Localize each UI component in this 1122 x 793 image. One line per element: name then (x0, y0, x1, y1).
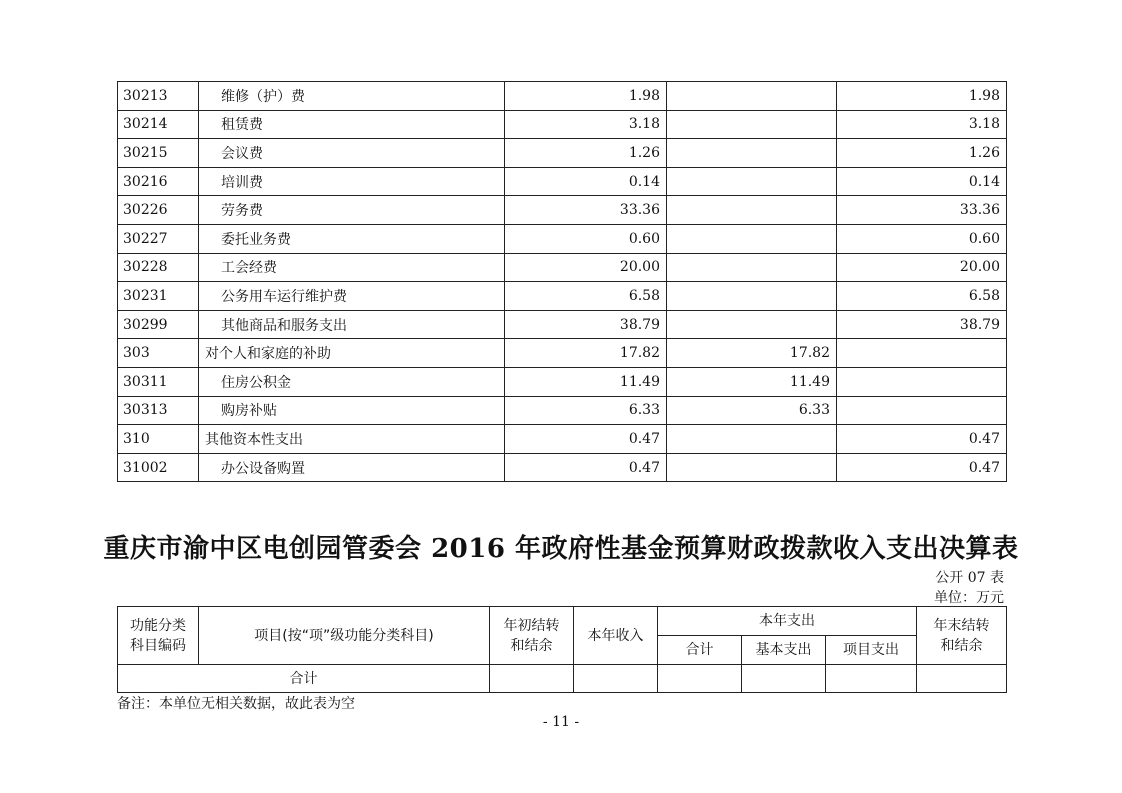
name-cell: 委托业务费 (199, 224, 505, 253)
code-cell: 30231 (118, 282, 199, 311)
total-begin (490, 665, 574, 693)
name-cell: 租赁费 (199, 110, 505, 139)
table-row (118, 339, 1007, 368)
table-row (118, 282, 1007, 311)
header-income: 本年收入 (574, 607, 658, 665)
table-row (118, 453, 1007, 482)
project-cell: 6.58 (837, 282, 1007, 311)
table-row (118, 82, 1007, 111)
project-cell: 1.98 (837, 82, 1007, 111)
total-exp-basic (742, 665, 826, 693)
expense-detail-table (117, 81, 1007, 482)
header-row-1 (118, 607, 1007, 636)
name-cell: 其他商品和服务支出 (199, 310, 505, 339)
header-exp-project: 项目支出 (826, 636, 917, 665)
name-cell: 维修（护）费 (199, 82, 505, 111)
project-cell: 38.79 (837, 310, 1007, 339)
total-row (118, 665, 1007, 693)
code-cell: 30215 (118, 139, 199, 168)
header-func-code-line1: 功能分类 (130, 617, 186, 634)
project-cell: 0.47 (837, 453, 1007, 482)
total-cell: 3.18 (505, 110, 667, 139)
header-item: 项目(按“项”级功能分类科目) (199, 607, 490, 665)
footnote: 备注：本单位无相关数据，故此表为空 (117, 696, 355, 712)
total-label: 合计 (118, 665, 490, 693)
code-cell: 30313 (118, 396, 199, 425)
code-cell: 30214 (118, 110, 199, 139)
code-cell: 30216 (118, 167, 199, 196)
table-row (118, 367, 1007, 396)
project-cell: 0.14 (837, 167, 1007, 196)
header-begin-line2: 和结余 (510, 637, 553, 654)
total-cell: 11.49 (505, 367, 667, 396)
total-cell: 17.82 (505, 339, 667, 368)
table-code: 公开 07 表 (935, 570, 1004, 586)
total-exp-project (826, 665, 917, 693)
project-cell: 0.60 (837, 224, 1007, 253)
name-cell: 会议费 (199, 139, 505, 168)
total-cell: 6.33 (505, 396, 667, 425)
header-end-line2: 和结余 (940, 637, 983, 654)
name-cell: 工会经费 (199, 253, 505, 282)
unit-label: 单位：万元 (934, 590, 1004, 606)
header-expense: 本年支出 (658, 607, 917, 636)
table-row (118, 253, 1007, 282)
basic-cell (667, 425, 837, 454)
code-cell: 30227 (118, 224, 199, 253)
page-number: - 11 - (542, 714, 580, 730)
code-cell: 310 (118, 425, 199, 454)
basic-cell (667, 253, 837, 282)
basic-cell (667, 82, 837, 111)
table-row (118, 425, 1007, 454)
project-cell: 0.47 (837, 425, 1007, 454)
basic-cell (667, 453, 837, 482)
basic-cell (667, 196, 837, 225)
name-cell: 办公设备购置 (199, 453, 505, 482)
project-cell: 1.26 (837, 139, 1007, 168)
header-func-code-line2: 科目编码 (130, 637, 186, 654)
name-cell: 对个人和家庭的补助 (199, 339, 505, 368)
project-cell (837, 339, 1007, 368)
basic-cell (667, 224, 837, 253)
total-cell: 1.26 (505, 139, 667, 168)
project-cell: 33.36 (837, 196, 1007, 225)
basic-cell (667, 282, 837, 311)
header-end-line1: 年末结转 (933, 617, 990, 634)
header-begin-line1: 年初结转 (503, 617, 560, 634)
basic-cell (667, 167, 837, 196)
header-begin-balance (490, 607, 574, 665)
name-cell: 其他资本性支出 (199, 425, 505, 454)
basic-cell: 6.33 (667, 396, 837, 425)
code-cell: 31002 (118, 453, 199, 482)
basic-cell: 17.82 (667, 339, 837, 368)
table-row (118, 196, 1007, 225)
project-cell: 3.18 (837, 110, 1007, 139)
header-exp-basic: 基本支出 (742, 636, 826, 665)
project-cell: 20.00 (837, 253, 1007, 282)
basic-cell (667, 310, 837, 339)
code-cell: 30226 (118, 196, 199, 225)
header-exp-total: 合计 (658, 636, 742, 665)
total-cell: 0.60 (505, 224, 667, 253)
table-row (118, 396, 1007, 425)
total-cell: 33.36 (505, 196, 667, 225)
fund-budget-table (117, 606, 1007, 693)
code-cell: 30228 (118, 253, 199, 282)
project-cell (837, 367, 1007, 396)
code-cell: 30299 (118, 310, 199, 339)
code-cell: 30311 (118, 367, 199, 396)
total-cell: 6.58 (505, 282, 667, 311)
basic-cell (667, 110, 837, 139)
total-cell: 0.47 (505, 453, 667, 482)
total-cell: 38.79 (505, 310, 667, 339)
name-cell: 培训费 (199, 167, 505, 196)
code-cell: 303 (118, 339, 199, 368)
total-exp-total (658, 665, 742, 693)
header-func-code (118, 607, 199, 665)
code-cell: 30213 (118, 82, 199, 111)
basic-cell: 11.49 (667, 367, 837, 396)
header-end-balance (917, 607, 1007, 665)
total-cell: 20.00 (505, 253, 667, 282)
table-row (118, 310, 1007, 339)
name-cell: 公务用车运行维护费 (199, 282, 505, 311)
table-row (118, 167, 1007, 196)
table-row (118, 139, 1007, 168)
name-cell: 住房公积金 (199, 367, 505, 396)
name-cell: 购房补贴 (199, 396, 505, 425)
total-income (574, 665, 658, 693)
basic-cell (667, 139, 837, 168)
total-cell: 0.47 (505, 425, 667, 454)
total-end (917, 665, 1007, 693)
name-cell: 劳务费 (199, 196, 505, 225)
expense-detail-body (118, 82, 1007, 482)
table-row (118, 110, 1007, 139)
total-cell: 1.98 (505, 82, 667, 111)
project-cell (837, 396, 1007, 425)
table-row (118, 224, 1007, 253)
page-title: 重庆市渝中区电创园管委会 2016 年政府性基金预算财政拨款收入支出决算表 (103, 534, 1019, 564)
total-cell: 0.14 (505, 167, 667, 196)
